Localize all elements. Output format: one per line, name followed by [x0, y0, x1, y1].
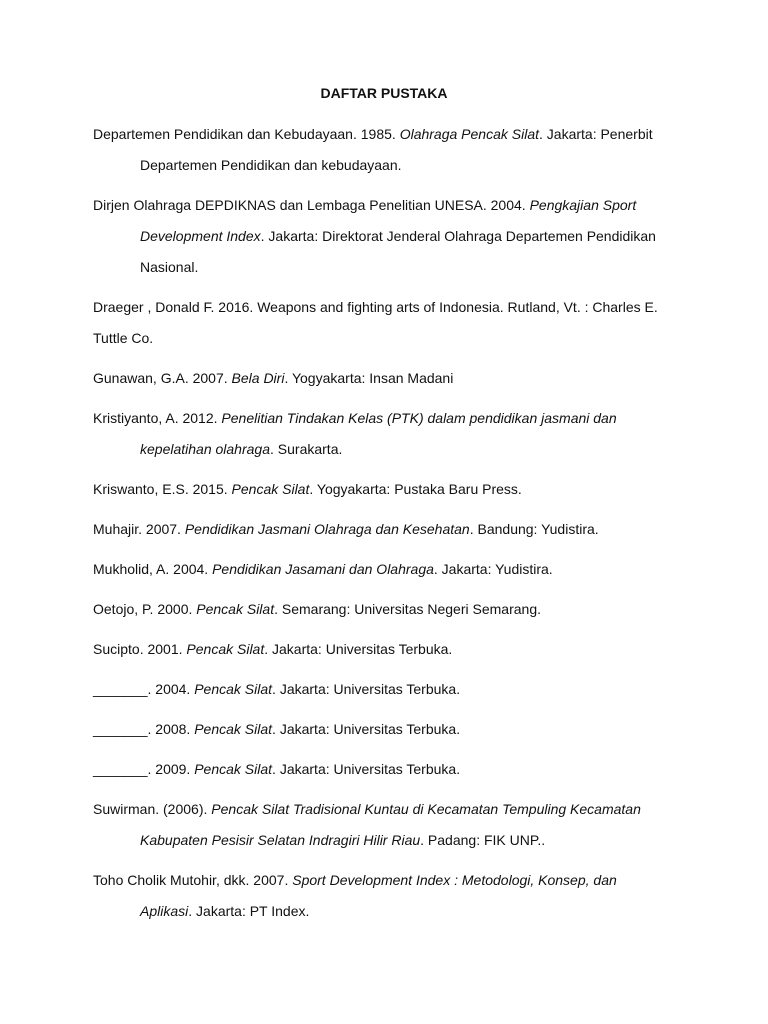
- reference-text: . Jakarta: Penerbit: [539, 126, 653, 142]
- reference-title: Pencak Silat: [194, 761, 273, 777]
- reference-title: Pencak Silat: [231, 481, 310, 497]
- reference-text: Kriswanto, E.S. 2015.: [93, 481, 232, 497]
- reference-continuation: [140, 155, 402, 175]
- reference-entry: [93, 679, 460, 699]
- reference-title: Pencak Silat: [194, 681, 273, 697]
- reference-entry: [93, 799, 641, 819]
- reference-title: Pencak Silat: [194, 721, 273, 737]
- reference-text: Departemen Pendidikan dan kebudayaan.: [140, 157, 402, 173]
- reference-entry: [93, 719, 460, 739]
- reference-title: Development Index: [140, 228, 261, 244]
- reference-continuation: [140, 439, 342, 459]
- reference-text: Mukholid, A. 2004.: [93, 561, 213, 577]
- reference-text: . Jakarta: Yudistira.: [433, 561, 553, 577]
- reference-continuation: [93, 328, 153, 348]
- reference-entry: [93, 559, 553, 579]
- reference-entry: [93, 479, 522, 499]
- reference-text: _______. 2004.: [93, 681, 195, 697]
- reference-title: Penelitian Tindakan Kelas (PTK) dalam pendidikan jasmani dan: [221, 410, 617, 426]
- reference-text: Sucipto. 2001.: [93, 641, 187, 657]
- reference-text: . Yogyakarta: Insan Madani: [284, 370, 454, 386]
- reference-title: Olahraga Pencak Silat: [399, 126, 539, 142]
- reference-entry: [93, 519, 599, 539]
- page-title: DAFTAR PUSTAKA: [320, 85, 448, 101]
- reference-text: Draeger , Donald F. 2016. Weapons and fighting arts of Indonesia. Rutland, Vt. : Charles E.: [93, 299, 658, 315]
- reference-continuation: [140, 226, 656, 246]
- reference-title: Sport Development Index : Metodologi, Konsep, dan: [292, 872, 617, 888]
- reference-entry: [93, 124, 653, 144]
- reference-text: . Surakarta.: [270, 441, 343, 457]
- reference-text: . Jakarta: Universitas Terbuka.: [264, 641, 453, 657]
- reference-text: . Padang: FIK UNP..: [420, 832, 546, 848]
- reference-text: Muhajir. 2007.: [93, 521, 185, 537]
- reference-title: Bela Diri: [231, 370, 285, 386]
- reference-text: Nasional.: [140, 259, 199, 275]
- reference-text: . Jakarta: Universitas Terbuka.: [272, 761, 461, 777]
- reference-entry: [93, 368, 453, 388]
- reference-title: kepelatihan olahraga: [140, 441, 270, 457]
- reference-text: _______. 2008.: [93, 721, 195, 737]
- reference-text: . Jakarta: PT Index.: [188, 903, 310, 919]
- reference-title: Pencak Silat Tradisional Kuntau di Kecamatan Tempuling Kecamatan: [211, 801, 641, 817]
- reference-entry: [93, 297, 658, 317]
- reference-text: _______. 2009.: [93, 761, 195, 777]
- reference-text: Gunawan, G.A. 2007.: [93, 370, 232, 386]
- reference-entry: [93, 195, 636, 215]
- reference-text: . Jakarta: Direktorat Jenderal Olahraga Departemen Pendidikan: [260, 228, 656, 244]
- reference-title: Pendidikan Jasamani dan Olahraga: [212, 561, 434, 577]
- reference-entry: [93, 870, 617, 890]
- reference-title: Pengkajian Sport: [529, 197, 637, 213]
- reference-entry: [93, 408, 617, 428]
- reference-continuation: [140, 257, 198, 277]
- reference-text: Suwirman. (2006).: [93, 801, 212, 817]
- reference-continuation: [140, 830, 545, 850]
- reference-title: Kabupaten Pesisir Selatan Indragiri Hilir Riau: [140, 832, 421, 848]
- reference-text: Tuttle Co.: [93, 330, 154, 346]
- reference-text: . Yogyakarta: Pustaka Baru Press.: [309, 481, 522, 497]
- reference-text: . Bandung: Yudistira.: [469, 521, 599, 537]
- reference-text: Toho Cholik Mutohir, dkk. 2007.: [93, 872, 293, 888]
- reference-text: Dirjen Olahraga DEPDIKNAS dan Lembaga Penelitian UNESA. 2004.: [93, 197, 530, 213]
- reference-entry: [93, 599, 541, 619]
- reference-text: Kristiyanto, A. 2012.: [93, 410, 222, 426]
- reference-title: Pendidikan Jasmani Olahraga dan Kesehatan: [184, 521, 470, 537]
- reference-title: Aplikasi: [140, 903, 189, 919]
- reference-text: Oetojo, P. 2000.: [93, 601, 197, 617]
- reference-entry: [93, 639, 452, 659]
- reference-title: Pencak Silat: [196, 601, 275, 617]
- reference-text: . Jakarta: Universitas Terbuka.: [272, 681, 461, 697]
- reference-entry: [93, 759, 460, 779]
- reference-title: Pencak Silat: [186, 641, 265, 657]
- reference-continuation: [140, 901, 309, 921]
- reference-text: Departemen Pendidikan dan Kebudayaan. 1985.: [93, 126, 400, 142]
- reference-text: . Semarang: Universitas Negeri Semarang.: [274, 601, 541, 617]
- reference-text: . Jakarta: Universitas Terbuka.: [272, 721, 461, 737]
